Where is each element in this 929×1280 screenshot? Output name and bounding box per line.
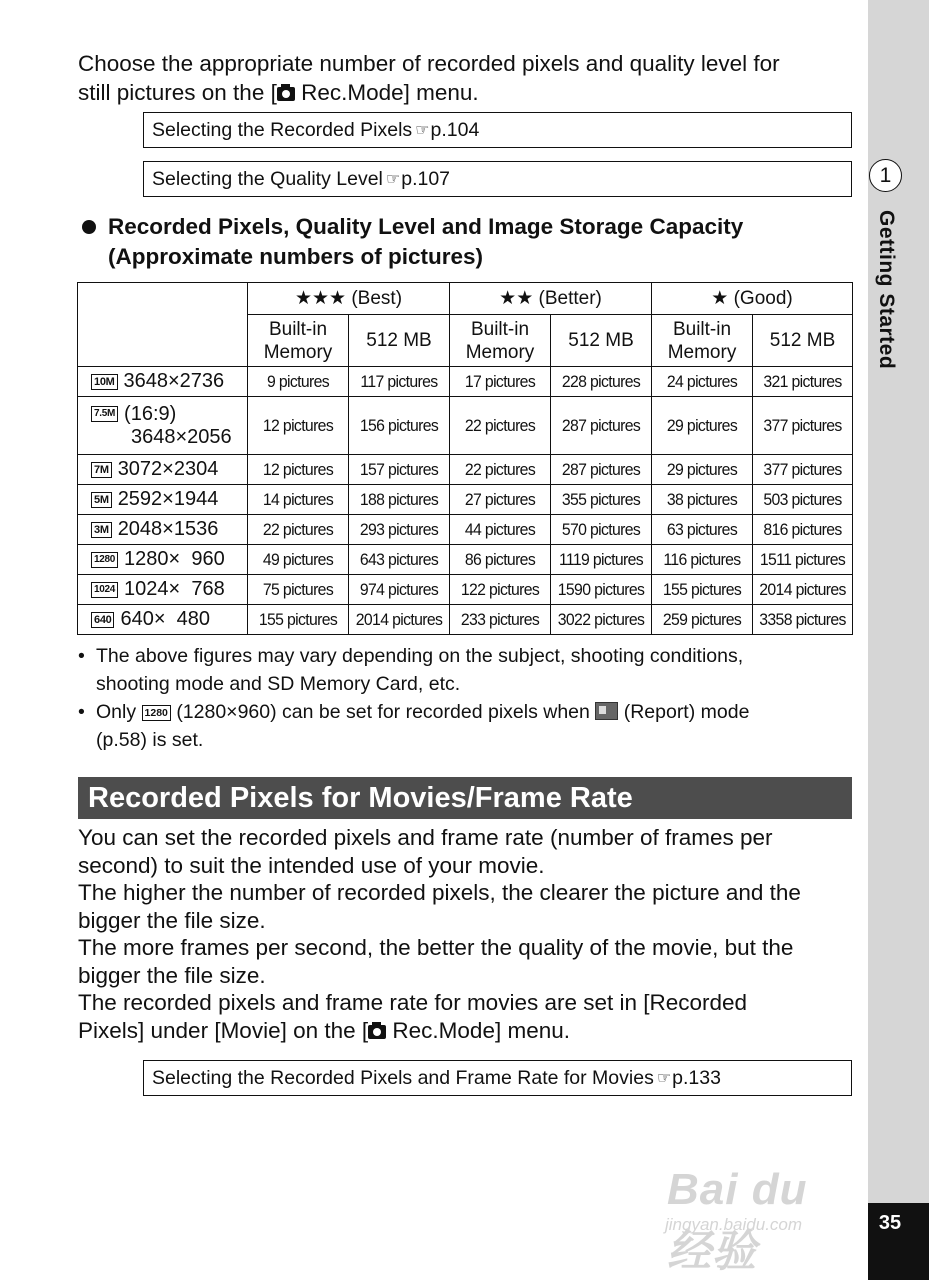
- table-row: [78, 515, 853, 545]
- pointing-hand-icon: ☞: [385, 171, 401, 188]
- quality-header-best: ★★★ (Best): [248, 283, 450, 315]
- pointing-hand-icon: ☞: [415, 122, 430, 139]
- chapter-number: 1: [869, 159, 902, 192]
- table-cell: 12 pictures: [248, 397, 349, 455]
- quality-header-better: ★★ (Better): [450, 283, 652, 315]
- page-number: 35: [878, 1212, 902, 1234]
- subheader-builtin: Built-in Memory: [450, 315, 551, 367]
- table-cell: 1511 pictures: [753, 545, 853, 575]
- table-cell: 1590 pictures: [551, 575, 652, 605]
- table-corner: [78, 283, 248, 367]
- table-cell: 3358 pictures: [753, 605, 853, 635]
- section-title: Recorded Pixels for Movies/Frame Rate: [88, 782, 633, 814]
- table-cell: 974 pictures: [349, 575, 450, 605]
- table-cell: 377 pictures: [753, 455, 853, 485]
- table-row: [78, 575, 853, 605]
- table-cell: 287 pictures: [551, 455, 652, 485]
- table-cell: 86 pictures: [450, 545, 551, 575]
- table-row: [78, 367, 853, 397]
- row-resolution: 7.5M (16:9) 3648×2056: [78, 397, 248, 455]
- pixels-1280-icon: 1280: [142, 705, 171, 721]
- table-cell: 17 pictures: [450, 367, 551, 397]
- table-cell: 49 pictures: [248, 545, 349, 575]
- table-cell: 22 pictures: [450, 455, 551, 485]
- row-resolution: 640 640× 480: [78, 605, 248, 635]
- baidu-watermark: Bai du 经验 jingyan.baidu.com: [665, 1165, 808, 1276]
- table-cell: 75 pictures: [248, 575, 349, 605]
- table-row: [78, 455, 853, 485]
- table-cell: 157 pictures: [349, 455, 450, 485]
- table-cell: 116 pictures: [652, 545, 753, 575]
- table-cell: 29 pictures: [652, 397, 753, 455]
- table-cell: 22 pictures: [248, 515, 349, 545]
- table-cell: 503 pictures: [753, 485, 853, 515]
- table-cell: 155 pictures: [652, 575, 753, 605]
- subheader-card: 512 MB: [753, 315, 853, 367]
- row-resolution: 10M 3648×2736: [78, 367, 248, 397]
- subheader-builtin: Built-in Memory: [652, 315, 753, 367]
- table-cell: 1119 pictures: [551, 545, 652, 575]
- table-cell: 287 pictures: [551, 397, 652, 455]
- table-cell: 122 pictures: [450, 575, 551, 605]
- table-cell: 63 pictures: [652, 515, 753, 545]
- report-mode-icon: [595, 702, 618, 720]
- table-cell: 117 pictures: [349, 367, 450, 397]
- table-cell: 9 pictures: [248, 367, 349, 397]
- table-cell: 188 pictures: [349, 485, 450, 515]
- table-cell: 3022 pictures: [551, 605, 652, 635]
- table-cell: 293 pictures: [349, 515, 450, 545]
- row-resolution: 1024 1024× 768: [78, 575, 248, 605]
- table-cell: 377 pictures: [753, 397, 853, 455]
- reference-recorded-pixels[interactable]: Selecting the Recorded Pixels ☞ p.104: [143, 112, 852, 148]
- table-row: [78, 485, 853, 515]
- row-resolution: 7M 3072×2304: [78, 455, 248, 485]
- table-cell: 12 pictures: [248, 455, 349, 485]
- pixels-640-icon: 640: [91, 612, 114, 628]
- table-row: [78, 545, 853, 575]
- table-heading: Recorded Pixels, Quality Level and Image Storage Capacity (Approximate numbers of pictures): [108, 214, 744, 269]
- subheader-card: 512 MB: [551, 315, 652, 367]
- table-cell: 24 pictures: [652, 367, 753, 397]
- reference-quality-level[interactable]: Selecting the Quality Level ☞ p.107: [143, 161, 852, 197]
- table-cell: 355 pictures: [551, 485, 652, 515]
- quality-header-good: ★ (Good): [652, 283, 853, 315]
- camera-icon: [277, 87, 295, 101]
- table-cell: 2014 pictures: [349, 605, 450, 635]
- camera-icon: [368, 1025, 386, 1039]
- storage-capacity-table: [77, 282, 853, 635]
- pixels-10M-icon: 10M: [91, 374, 118, 390]
- row-resolution: 1280 1280× 960: [78, 545, 248, 575]
- table-cell: 22 pictures: [450, 397, 551, 455]
- table-cell: 14 pictures: [248, 485, 349, 515]
- bullet-icon: [82, 220, 96, 234]
- pointing-hand-icon: ☞: [656, 1070, 672, 1087]
- row-resolution: 3M 2048×1536: [78, 515, 248, 545]
- notes: • The above figures may vary depending on the subject, shooting conditions, shooting mode and SD Memory Card, etc. • Only 1280 (1280×960) can be set for recorded pixels when (Report) mode (p.58) is set.: [78, 645, 750, 751]
- intro-text: Choose the appropriate number of recorded pixels and quality level for still pictures on the [ Rec.Mode] menu.: [78, 51, 780, 105]
- pixels-7-5M-icon: 7.5M: [91, 406, 118, 422]
- table-cell: 2014 pictures: [753, 575, 853, 605]
- pixels-3M-icon: 3M: [91, 522, 112, 538]
- table-row: [78, 605, 853, 635]
- pixels-1024-icon: 1024: [91, 582, 118, 598]
- row-resolution: 5M 2592×1944: [78, 485, 248, 515]
- chapter-title: Getting Started: [875, 210, 898, 370]
- table-row: [78, 397, 853, 455]
- table-cell: 228 pictures: [551, 367, 652, 397]
- pixels-5M-icon: 5M: [91, 492, 112, 508]
- section-body: You can set the recorded pixels and frame rate (number of frames per second) to suit the intended use of your movie. The higher the number of recorded pixels, the clearer the picture and the bigger the file size. The more frames per second, the better the quality of the movie, but the bigger the file size. The recorded pixels and frame rate for movies are set in [Recorded Pixels] under [Movie] on the [ Rec.Mode] menu.: [78, 825, 801, 1043]
- table-cell: 570 pictures: [551, 515, 652, 545]
- table-cell: 816 pictures: [753, 515, 853, 545]
- table-cell: 259 pictures: [652, 605, 753, 635]
- pixels-7M-icon: 7M: [91, 462, 112, 478]
- table-cell: 156 pictures: [349, 397, 450, 455]
- chapter-side-tab: [868, 0, 929, 1280]
- pixels-1280-icon: 1280: [91, 552, 118, 568]
- table-cell: 233 pictures: [450, 605, 551, 635]
- table-cell: 643 pictures: [349, 545, 450, 575]
- subheader-builtin: Built-in Memory: [248, 315, 349, 367]
- table-cell: 44 pictures: [450, 515, 551, 545]
- table-cell: 27 pictures: [450, 485, 551, 515]
- subheader-card: 512 MB: [349, 315, 450, 367]
- table-cell: 155 pictures: [248, 605, 349, 635]
- table-cell: 38 pictures: [652, 485, 753, 515]
- reference-movie-pixels[interactable]: Selecting the Recorded Pixels and Frame Rate for Movies ☞ p.133: [143, 1060, 852, 1096]
- table-cell: 29 pictures: [652, 455, 753, 485]
- table-cell: 321 pictures: [753, 367, 853, 397]
